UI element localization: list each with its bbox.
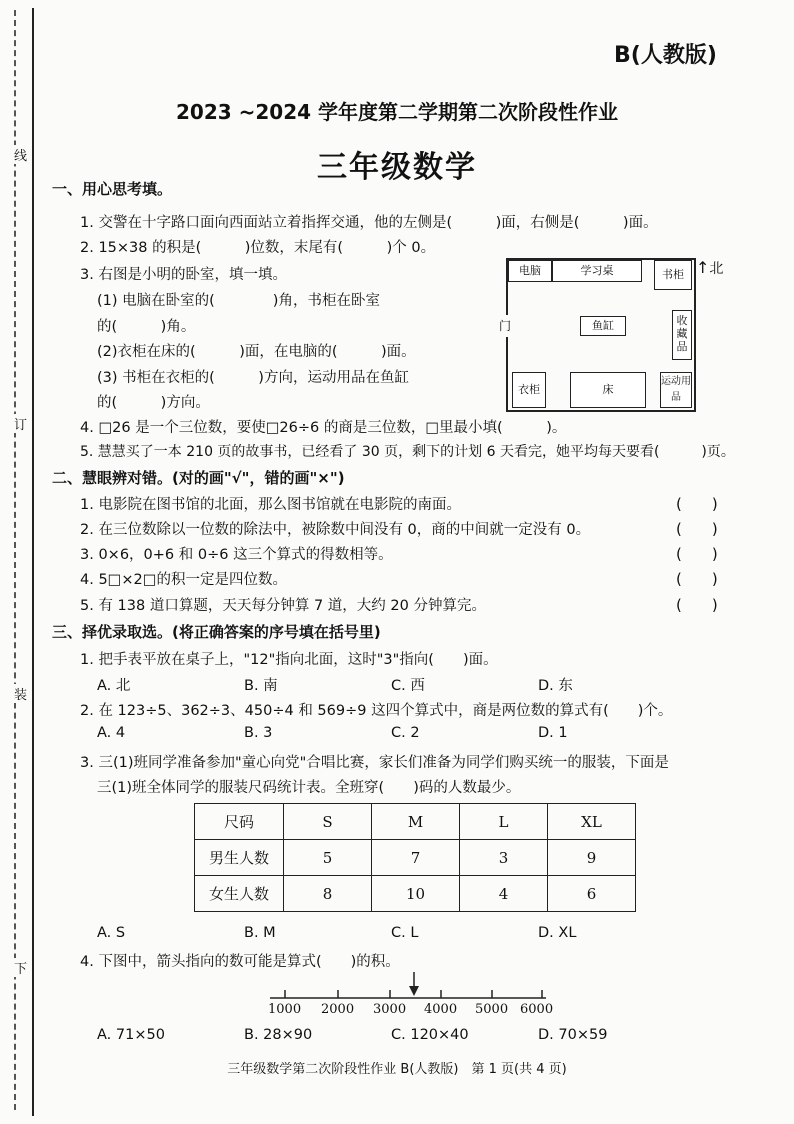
s3-q4-opt-a[interactable]: A. 71×50 [97, 1027, 165, 1043]
computer-box: 电脑 [508, 260, 552, 282]
version-tag: B(人教版) [614, 43, 717, 68]
north-arrow-icon: ↑ [696, 258, 710, 277]
fish-tank-box: 鱼缸 [580, 316, 626, 336]
bookcase-box: 书柜 [654, 260, 692, 290]
s3-q4: 4. 下图中，箭头指向的数可能是算式( )的积。 [80, 954, 400, 970]
subject-title: 三年级数学 [317, 150, 477, 185]
s3-q4-opt-c[interactable]: C. 120×40 [391, 1027, 469, 1043]
s1-q3-3b: 的( )方向。 [97, 395, 210, 411]
page-footer: 三年级数学第二次阶段性作业 B(人教版) 第 1 页(共 4 页) [227, 1062, 567, 1077]
table-cell: 7 [372, 840, 460, 876]
s3-q2-opt-c[interactable]: C. 2 [391, 725, 420, 741]
bedroom-diagram [499, 258, 696, 412]
table-cell: S [284, 804, 372, 840]
s1-q4: 4. □26 是一个三位数，要使□26÷6 的商是三位数，□里最小填( )。 [80, 420, 567, 436]
tick-label: 2000 [321, 1002, 355, 1017]
table-cell: 男生人数 [195, 840, 284, 876]
s3-q4-opt-d[interactable]: D. 70×59 [538, 1027, 608, 1043]
table-cell: 9 [548, 840, 636, 876]
north-label: 北 [709, 261, 724, 277]
s1-q3-1a: (1) 电脑在卧室的( )角，书柜在卧室 [97, 293, 380, 309]
table-cell: 3 [460, 840, 548, 876]
s3-q2-opt-b[interactable]: B. 3 [244, 725, 273, 741]
s1-q3-2: (2)衣柜在床的( )面，在电脑的( )面。 [97, 344, 416, 360]
table-cell: 4 [460, 876, 548, 912]
s3-q1-opt-a[interactable]: A. 北 [97, 678, 131, 694]
s3-q3-line2: 三(1)班全体同学的服装尺码统计表。全班穿( )码的人数最少。 [97, 780, 521, 796]
tick-label: 3000 [373, 1002, 407, 1017]
s2-item-3: 3. 0×6，0+6 和 0÷6 这三个算式的得数相等。 [80, 547, 393, 563]
s1-q2: 2. 15×38 的积是( )位数，末尾有( )个 0。 [80, 240, 436, 256]
s3-q3-line1: 3. 三(1)班同学准备参加"童心向党"合唱比赛，家长们准备为同学们购买统一的服装，下面是 [80, 755, 669, 771]
s3-q3-opt-d[interactable]: D. XL [538, 925, 577, 941]
answer-bracket[interactable]: ( ) [676, 545, 718, 563]
s3-q2: 2. 在 123÷5、362÷3、450÷4 和 569÷9 这四个算式中，商是两位数的算式有( )个。 [80, 703, 673, 719]
s2-item-2: 2. 在三位数除以一位数的除法中，被除数中间没有 0，商的中间就一定没有 0。 [80, 522, 591, 538]
section2-heading: 二、慧眼辨对错。(对的画"√"，错的画"×") [52, 469, 345, 487]
s3-q1-opt-d[interactable]: D. 东 [538, 678, 573, 694]
section1-heading: 一、用心思考填。 [52, 180, 173, 198]
s1-q5: 5. 慧慧买了一本 210 页的故事书，已经看了 30 页，剩下的计划 6 天看完，她平均每天要看( )页。 [80, 444, 735, 460]
table-cell: M [372, 804, 460, 840]
s3-q2-opt-a[interactable]: A. 4 [97, 725, 126, 741]
margin-char-xian: 线 [14, 145, 27, 164]
table-header-row [195, 804, 636, 840]
s3-q1-opt-b[interactable]: B. 南 [244, 678, 278, 694]
table-cell: 女生人数 [195, 876, 284, 912]
table-cell: XL [548, 804, 636, 840]
answer-bracket[interactable]: ( ) [676, 596, 718, 614]
s1-q3-intro: 3. 右图是小明的卧室，填一填。 [80, 267, 287, 283]
s3-q2-opt-d[interactable]: D. 1 [538, 725, 568, 741]
section3-heading: 三、择优录取选。(将正确答案的序号填在括号里) [52, 623, 381, 641]
s3-q4-opt-b[interactable]: B. 28×90 [244, 1027, 313, 1043]
bed-box: 床 [570, 372, 646, 408]
s3-q3-opt-c[interactable]: C. L [391, 925, 419, 941]
s3-q1-opt-c[interactable]: C. 西 [391, 678, 425, 694]
door-label: 门 [499, 315, 515, 337]
table-row [195, 876, 636, 912]
margin-char-xia: 下 [14, 958, 27, 977]
s2-item-1: 1. 电影院在图书馆的北面，那么图书馆就在电影院的南面。 [80, 497, 461, 513]
desk-box: 学习桌 [552, 260, 642, 282]
tick-label: 5000 [475, 1002, 509, 1017]
number-line [266, 966, 556, 1006]
table-cell: L [460, 804, 548, 840]
s1-q3-1b: 的( )角。 [97, 319, 196, 335]
s3-q1: 1. 把手表平放在桌子上，"12"指向北面，这时"3"指向( )面。 [80, 652, 498, 668]
margin-char-ding: 订 [14, 414, 27, 433]
tick-label: 4000 [424, 1002, 458, 1017]
tick-label: 1000 [268, 1002, 302, 1017]
table-cell: 尺码 [195, 804, 284, 840]
s1-q1: 1. 交警在十字路口面向西面站立着指挥交通，他的左侧是( )面，右侧是( )面。 [80, 215, 658, 231]
collection-box: 收藏品 [672, 310, 692, 360]
s1-q3-3a: (3) 书柜在衣柜的( )方向，运动用品在鱼缸 [97, 370, 409, 386]
tick-label: 6000 [520, 1002, 554, 1017]
size-table [194, 803, 636, 912]
s2-item-5: 5. 有 138 道口算题，天天每分钟算 7 道，大约 20 分钟算完。 [80, 598, 486, 614]
s2-item-4: 4. 5□×2□的积一定是四位数。 [80, 572, 287, 588]
sports-box: 运动用品 [660, 372, 692, 408]
answer-bracket[interactable]: ( ) [676, 570, 718, 588]
table-cell: 5 [284, 840, 372, 876]
down-arrow-icon [409, 986, 419, 996]
s3-q3-opt-a[interactable]: A. S [97, 925, 126, 941]
wardrobe-box: 衣柜 [512, 372, 546, 408]
term-title: 2023 ~2024 学年度第二学期第二次阶段性作业 [175, 100, 618, 124]
table-row [195, 840, 636, 876]
margin-char-zhuang: 装 [14, 684, 27, 703]
table-cell: 6 [548, 876, 636, 912]
table-cell: 10 [372, 876, 460, 912]
answer-bracket[interactable]: ( ) [676, 495, 718, 513]
answer-bracket[interactable]: ( ) [676, 520, 718, 538]
north-indicator [696, 258, 723, 278]
table-cell: 8 [284, 876, 372, 912]
s3-q3-opt-b[interactable]: B. M [244, 925, 276, 941]
